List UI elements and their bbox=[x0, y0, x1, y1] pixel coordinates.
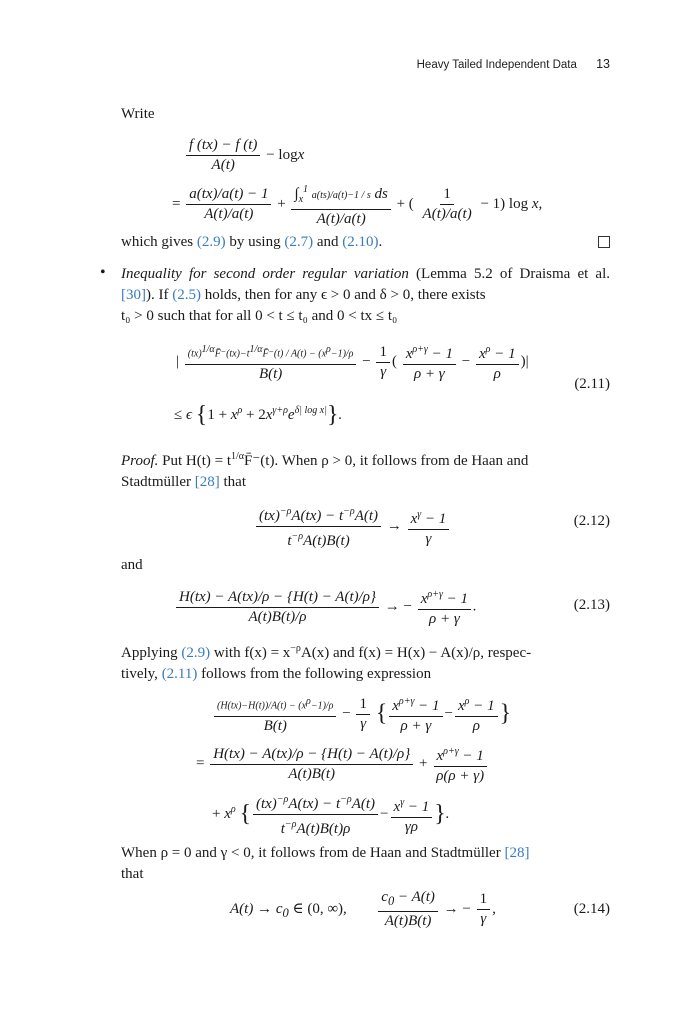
ref-2-11[interactable]: (2.11) bbox=[161, 666, 198, 682]
equation-number-2-11: (2.11) bbox=[574, 376, 610, 392]
and-label: and bbox=[121, 557, 143, 573]
equation-expression-line2: = $\frac{H(tx) - A(tx)/\rho - \{H(t) - A(t)/\rho\}}{A(t)B(t)}$ + $\frac{x^{\rho+\gamma} - 1}{\rho(\rho + \gamma)}$ bbox=[196, 742, 489, 786]
running-head-title: Heavy Tailed Independent Data bbox=[416, 59, 577, 71]
equation-expression-line3: + $x^\rho$ { $\frac{(tx)^{-\rho}A(tx) - t^{-\rho}A(t)}{t^{-\rho}A(t)B(t)\rho}$ − $\frac{x^\gamma - 1}{\gamma\rho}$ }. bbox=[212, 790, 450, 839]
ref-2-9[interactable]: (2.9) bbox=[196, 234, 226, 250]
bullet-paragraph: Inequality for second order regular variation (Lemma 5.2 of Draisma et al. [30]). If (2.5) holds, then for any ϵ > 0 and δ > 0, there exists t₀ > 0 such that for all 0 < t ≤ t₀ and 0 < tx ≤ t₀ bbox=[121, 266, 610, 324]
equation-expression-line1: $\frac{(H(tx)-H(t))/A(t) - (x^\rho-1)/\rho}{B(t)}$ − $\frac{1}{\gamma}$ { $\frac{x^{\rho+\gamma} - 1}{\rho + \gamma}$ − $\frac{x^\rho - 1}{\rho}$ } bbox=[212, 692, 511, 736]
equation-2-14: $A(t) \to c_0$ ∈ (0, ∞), $\frac{c_0 - A(t)}{A(t)B(t)}$ → − $\frac{1}{\gamma}$ , bbox=[230, 889, 496, 929]
ref-28-b[interactable]: [28] bbox=[504, 845, 530, 861]
ref-2-7[interactable]: (2.7) bbox=[284, 234, 314, 250]
equation-log-difference: $\frac{f (tx) - f (t)}{A(t)}$ − logx bbox=[184, 136, 304, 175]
ref-2-10[interactable]: (2.10) bbox=[342, 234, 379, 250]
bullet-icon: • bbox=[100, 264, 106, 281]
equation-2-11: | $\frac{(tx)^{1/\alpha}F̄^-(tx)-t^{1/\alpha}F̄^-(t) / A(t) - (x^\rho-1)/\rho}{B(t)}$ − $\frac{1}{\gamma}$ ( $\frac{x^{\rho+\gamma} - 1}{\rho + \gamma}$ − $\frac{x^\rho - 1}{\rho}$ )| bbox=[176, 340, 529, 384]
qed-box-icon bbox=[598, 236, 610, 248]
equation-number-2-13: (2.13) bbox=[573, 597, 610, 613]
equation-2-11-bound: ≤ ϵ $\{1 + x^\rho + 2x^{\gamma+\rho}e^{\delta| log x|}\}$. bbox=[174, 402, 343, 428]
which-gives-line: which gives (2.9) by using (2.7) and (2.10). bbox=[121, 234, 383, 250]
running-head bbox=[417, 57, 610, 71]
ref-30[interactable]: [30] bbox=[121, 287, 146, 303]
ref-2-9-b[interactable]: (2.9) bbox=[181, 645, 211, 661]
equation-number-2-14: (2.14) bbox=[573, 901, 610, 917]
applying-paragraph: Applying (2.9) with $f(x) = x^{-\rho}A(x)$ and f(x) = H(x) − A(x)/ρ, respec- tively, (2.11) follows from the following expression bbox=[121, 643, 532, 682]
when-rho-paragraph: When ρ = 0 and γ < 0, it follows from de Haan and Stadtmüller [28] that bbox=[121, 845, 530, 882]
equation-expansion: = $\frac{a(tx)/a(t) - 1}{A(t)/a(t)}$ + $\frac{\int_x^1 a(ts)/a(t)-1 / s ds}{A(t)/a(t)}$ + ( $\frac{1}{A(t)/a(t)}$ − 1) log x, bbox=[172, 180, 542, 229]
equation-2-12: $\frac{(tx)^{-\rho}A(tx) - t^{-\rho}A(t)}{t^{-\rho}A(t)B(t)}$ → $\frac{x^\gamma - 1}{\gamma}$ bbox=[254, 502, 451, 551]
ref-28[interactable]: [28] bbox=[194, 474, 220, 490]
equation-number-2-12: (2.12) bbox=[573, 513, 610, 529]
proof-paragraph: Proof. Put $H(t) = t^{1/\alpha}F̄^-(t)$. When ρ > 0, it follows from de Haan and Stadtmüller [28] that bbox=[121, 451, 529, 490]
ref-2-5[interactable]: (2.5) bbox=[172, 287, 201, 303]
write-label: Write bbox=[121, 106, 155, 122]
proof-label: Proof. bbox=[121, 453, 159, 469]
equation-2-13: $\frac{H(tx) - A(tx)/\rho - \{H(t) - A(t)/\rho\}}{A(t)B(t)/\rho}$ → − $\frac{x^{\rho+\gamma} - 1}{\rho + \gamma}$ . bbox=[174, 585, 477, 629]
page-number: 13 bbox=[596, 57, 610, 71]
